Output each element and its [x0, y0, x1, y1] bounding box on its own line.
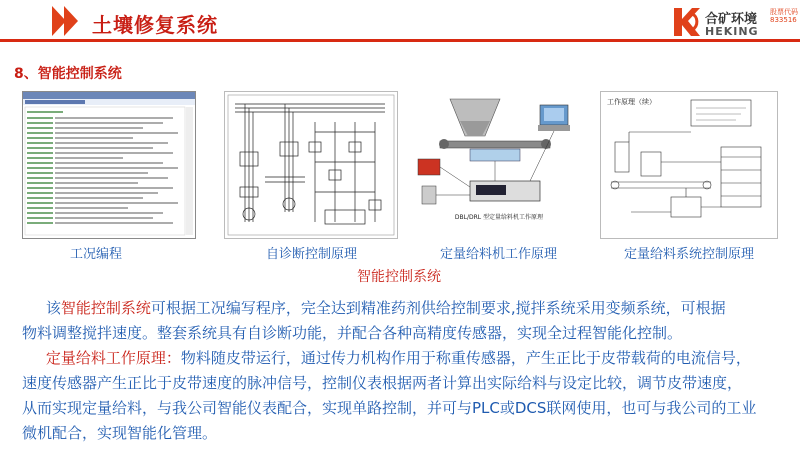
heking-logo-icon [672, 6, 702, 38]
programming-screenshot [22, 91, 196, 239]
feeder-diagram-title: DBL/DRL 型定量给料机工作原理 [454, 214, 544, 221]
caption-programming: 工况编程 [70, 247, 123, 262]
section-heading: 8、智能控制系统 [14, 66, 122, 82]
principle-line-4: 微机配合，实现智能化管理。 [22, 424, 218, 442]
company-logo [672, 6, 800, 40]
intro-paragraph [22, 296, 792, 346]
principle-line-3: 从而实现定量给料，与我公司智能仪表配合，实现单路控制，并可与PLC或DCS联网使用，也可与我公司的工业 [22, 399, 757, 417]
feeder-principle-diagram [410, 91, 588, 237]
intro-rest: 可根据工况编写程序，完全达到精准药剂供给控制要求,搅拌系统采用变频系统，可根据 [150, 299, 726, 317]
feeding-principle-paragraph [22, 346, 792, 446]
principle-line-1 [22, 346, 792, 371]
intro-line-1 [22, 296, 792, 321]
self-diagnosis-schematic [224, 91, 398, 239]
caption-feeder-principle: 定量给料机工作原理 [440, 247, 558, 262]
logo-english-name: HEKING [705, 25, 759, 38]
feeder-diagram-image [410, 91, 588, 237]
feeding-system-diagram [600, 91, 778, 239]
caption-feeding-system: 定量给料系统控制原理 [624, 247, 755, 262]
principle-line-2: 速度传感器产生正比于皮带速度的脉冲信号，控制仪表根据两者计算出实际给料与设定比较，调节皮带速度， [22, 374, 743, 392]
page-header [0, 0, 800, 44]
principle-rest: 物料随皮带运行，通过传力机构作用于称重传感器，产生正比于皮带载荷的电流信号， [180, 349, 751, 367]
system-diagram-title: 工作原理（续） [607, 98, 656, 106]
system-diagram-image [601, 92, 777, 238]
intro-line-2: 物料调整搅拌速度。整套系统具有自诊断功能，并配合各种高精度传感器，实现全过程智能化控制。 [22, 324, 683, 342]
intro-lead: 该 [45, 299, 61, 317]
logo-chinese-name: 合矿环境 [705, 12, 758, 27]
logo-stock-code: 股票代码 833516 [770, 8, 798, 24]
page-title: 土壤修复系统 [92, 13, 218, 37]
caption-self-diagnosis: 自诊断控制原理 [266, 247, 358, 262]
programming-screenshot-image [23, 92, 195, 238]
principle-label: 定量给料工作原理： [45, 349, 181, 367]
chevron-right-icon [64, 6, 78, 36]
figure-subtitle: 智能控制系统 [357, 269, 441, 285]
intro-highlight: 智能控制系统 [60, 299, 151, 317]
circuit-diagram-image [225, 92, 397, 238]
